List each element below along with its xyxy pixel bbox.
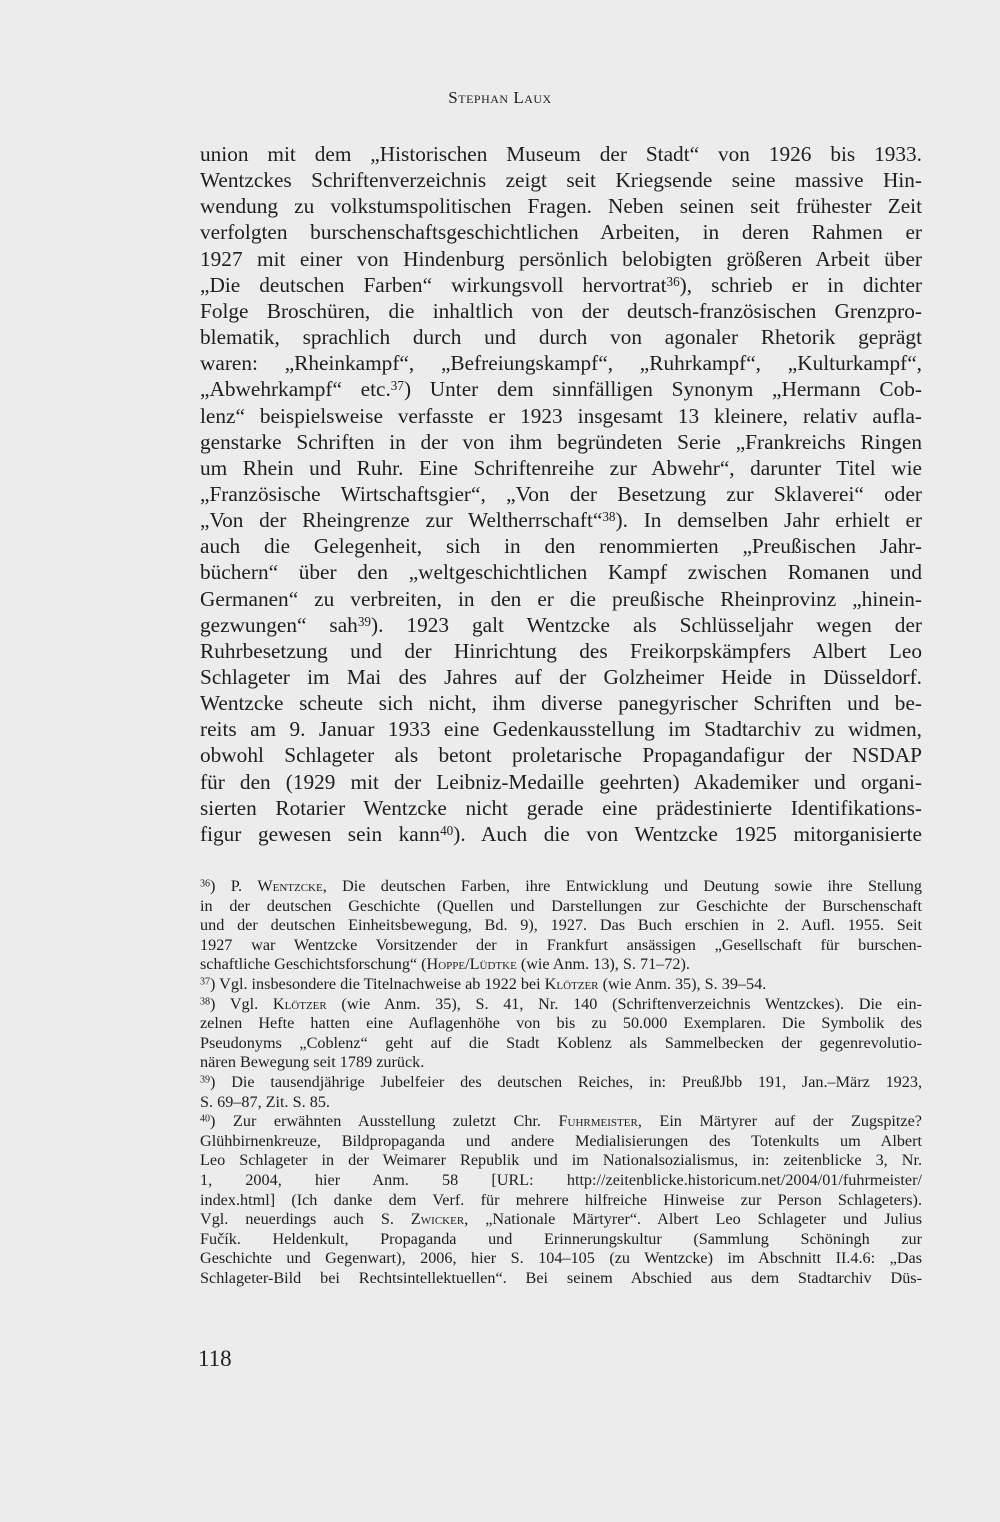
body-line: waren: „Rheinkampf“, „Befreiungskampf“, „Ruhrkampf“, „Kulturkampf“, bbox=[200, 351, 922, 376]
body-line: büchern“ über den „weltgeschichtlichen Kampf zwischen Romanen und bbox=[200, 560, 922, 585]
body-line: lenz“ beispielsweise verfasste er 1923 insgesamt 13 kleinere, relativ aufla- bbox=[200, 403, 922, 428]
body-line: obwohl Schlageter als betont proletarische Propagandafigur der NSDAP bbox=[200, 743, 922, 768]
footnote-number: 36 bbox=[200, 878, 211, 890]
footnote-marker: 39 bbox=[357, 613, 372, 629]
body-line: Wentzcke scheute sich nicht, ihm diverse panegyrischer Schriften und be- bbox=[200, 691, 922, 716]
author-name: Fuhrmeister bbox=[558, 1112, 638, 1131]
footnote-line: 1927 war Wentzcke Vorsitzender der in Frankfurt ansässigen „Gesellschaft für burschen- bbox=[200, 935, 922, 954]
footnote-line: und der deutschen Einheitsbewegung, Bd. 9), 1927. Das Buch erschien in 2. Aufl. 1955. Seit bbox=[200, 916, 922, 935]
footnote-line: S. 69–87, Zit. S. 85. bbox=[200, 1092, 330, 1111]
footnote-line: schaftliche Geschichtsforschung“ (Hoppe/Lüdtke (wie Anm. 13), S. 71–72). bbox=[200, 955, 690, 974]
body-line: genstarke Schriften in der von ihm begründeten Serie „Frankreichs Ringen bbox=[200, 429, 922, 454]
footnote-line: $^{36}$) P. Wentzcke, Die deutschen Farben, ihre Entwicklung und Deutung sowie ihre Stellung bbox=[200, 877, 922, 895]
page-number: 118 bbox=[198, 1346, 232, 1371]
footnote-line: zelnen Hefte hatten eine Auflagenhöhe von bis zu 50.000 Exemplaren. Die Symbolik des bbox=[200, 1014, 922, 1033]
body-line: Wentzckes Schriftenverzeichnis zeigt seit Kriegsende seine massive Hin- bbox=[200, 168, 922, 193]
body-line: verfolgten burschenschaftsgeschichtlichen Arbeiten, in deren Rahmen er bbox=[200, 220, 922, 245]
author-name: Hoppe/Lüdtke bbox=[426, 955, 517, 974]
footnote-marker: 40 bbox=[440, 822, 454, 838]
body-line: „Von der Rheingrenze zur Weltherrschaft“$^{38}$). In demselben Jahr erhielt er bbox=[200, 508, 922, 533]
footnote-number: 38 bbox=[200, 996, 211, 1008]
footnote-line: Leo Schlageter in der Weimarer Republik und im Nationalsozialismus, in: zeitenblicke 3, Nr. bbox=[200, 1151, 922, 1170]
footnote-line: Schlageter-Bild bei Rechtsintellektuellen“. Bei seinem Abschied aus dem Stadtarchiv Düs- bbox=[200, 1269, 922, 1287]
footnote-line: 1, 2004, hier Anm. 58 [URL: http://zeitenblicke.historicum.net/2004/01/fuhrmeister/ bbox=[200, 1171, 922, 1189]
footnote-line: $^{37}$) Vgl. insbesondere die Titelnachweise ab 1922 bei Klötzer (wie Anm. 35), S. 39–54. bbox=[200, 975, 767, 993]
body-line: für den (1929 mit der Leibniz-Medaille geehrten) Akademiker und organi- bbox=[200, 769, 922, 794]
footnote-line: $^{40}$) Zur erwähnten Ausstellung zuletzt Chr. Fuhrmeister, Ein Märtyrer auf der Zugspitze? bbox=[200, 1112, 922, 1131]
body-line: „Die deutschen Farben“ wirkungsvoll hervortrat$^{36}$), schrieb er in dichter bbox=[200, 272, 922, 297]
body-line: reits am 9. Januar 1933 eine Gedenkausstellung im Stadtarchiv zu widmen, bbox=[200, 717, 922, 742]
body-line: sierten Rotarier Wentzcke nicht gerade eine prädestinierte Identifikations- bbox=[200, 795, 922, 820]
footnote-number: 40 bbox=[200, 1113, 211, 1125]
footnote-line: Vgl. neuerdings auch S. Zwicker, „Nationale Märtyrer“. Albert Leo Schlageter und Julius bbox=[200, 1210, 922, 1229]
footnote-line: Geschichte und Gegenwart), 2006, hier S. 104–105 (zu Wentzcke) im Abschnitt II.4.6: „Das bbox=[200, 1249, 922, 1268]
footnote-line: Glühbirnenkreuze, Bildpropaganda und andere Medialisierungen des Totenkults um Albert bbox=[200, 1131, 922, 1150]
footnote-line: $^{39}$) Die tausendjährige Jubelfeier des deutschen Reiches, in: PreußJbb 191, Jan.–März 1923, bbox=[200, 1073, 922, 1091]
footnote-number: 37 bbox=[200, 976, 211, 988]
running-head: Stephan Laux bbox=[448, 88, 552, 107]
body-line: blematik, sprachlich durch und durch von agonaler Rhetorik geprägt bbox=[200, 325, 922, 350]
footnote-marker: 36 bbox=[666, 273, 680, 289]
author-name: Wentzcke bbox=[257, 877, 323, 895]
body-line: „Französische Wirtschaftsgier“, „Von der Besetzung zur Sklaverei“ oder bbox=[200, 481, 922, 506]
author-name: Klötzer bbox=[544, 975, 599, 993]
footnote-line: Fučík. Heldenkult, Propaganda und Erinnerungskultur (Sammlung Schöningh zur bbox=[200, 1229, 922, 1248]
footnote-line: $^{38}$) Vgl. Klötzer (wie Anm. 35), S. 41, Nr. 140 (Schriftenverzeichnis Wentzckes). Die ein- bbox=[200, 994, 922, 1013]
footnote-line: index.html] (Ich danke dem Verf. für mehrere hilfreiche Hinweise zur Person Schlageters). bbox=[200, 1190, 922, 1209]
author-name: Zwicker bbox=[410, 1210, 465, 1229]
body-line: 1927 mit einer von Hindenburg persönlich belobigten größeren Arbeit über bbox=[200, 246, 922, 271]
body-line: Folge Broschüren, die inhaltlich von der deutsch-französischen Grenzpro- bbox=[200, 298, 922, 323]
body-line: Germanen“ zu verbreiten, in den er die preußische Rheinprovinz „hinein- bbox=[200, 586, 922, 611]
footnote-number: 39 bbox=[200, 1074, 211, 1086]
footnote-line: Pseudonyms „Coblenz“ geht auf die Stadt Koblenz als Sammelbecken der gegenrevolutio- bbox=[200, 1033, 922, 1052]
footnote-line: in der deutschen Geschichte (Quellen und Darstellungen zur Geschichte der Burschenschaft bbox=[200, 896, 922, 915]
body-line: wendung zu volkstumspolitischen Fragen. Neben seinen seit frühester Zeit bbox=[200, 194, 922, 219]
body-line: figur gewesen sein kann$^{40}$). Auch die von Wentzcke 1925 mitorganisierte bbox=[200, 821, 922, 846]
body-line: union mit dem „Historischen Museum der Stadt“ von 1926 bis 1933. bbox=[200, 142, 922, 166]
body-line: Ruhrbesetzung und der Hinrichtung des Freikorpskämpfers Albert Leo bbox=[200, 638, 922, 663]
body-line: gezwungen“ sah$^{39}$). 1923 galt Wentzcke als Schlüsseljahr wegen der bbox=[200, 612, 922, 637]
body-line: „Abwehrkampf“ etc.$^{37}$) Unter dem sinnfälligen Synonym „Hermann Cob- bbox=[200, 377, 922, 402]
footnote-line: nären Bewegung seit 1789 zurück. bbox=[200, 1053, 425, 1072]
body-line: auch die Gelegenheit, sich in den renommierten „Preußischen Jahr- bbox=[200, 534, 922, 559]
footnote-marker: 37 bbox=[390, 378, 404, 394]
body-line: Schlageter im Mai des Jahres auf der Golzheimer Heide in Düsseldorf. bbox=[200, 665, 922, 689]
footnote-marker: 38 bbox=[602, 509, 616, 525]
author-name: Klötzer bbox=[272, 994, 327, 1013]
body-line: um Rhein und Ruhr. Eine Schriftenreihe zur Abwehr“, darunter Titel wie bbox=[200, 455, 922, 480]
